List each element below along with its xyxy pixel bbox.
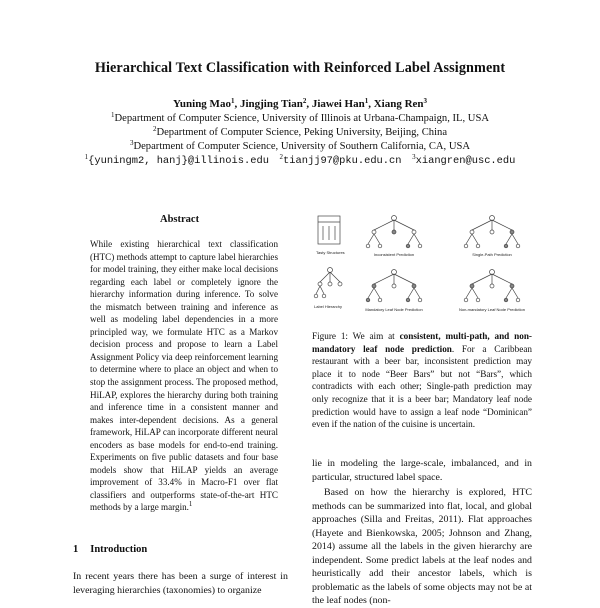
paper-title: Hierarchical Text Classification with Reinforced Label Assignment: [94, 60, 506, 76]
abstract-heading: Abstract: [160, 214, 200, 225]
author-name: Jingjing Tian: [239, 98, 303, 110]
author-name: Jiawei Han: [311, 98, 365, 110]
abstract-body: While existing hierarchical text classification (HTC) methods attempt to capture label hierarchies for model training, they either make local decisions regarding each label or completely ignore the hierarchy information during inference. To solve the mismatch between training and inference as well as modeling label dependencies in a more principled way, we formulate HTC as a Markov decision process and propose to learn a Label Assignment Policy via deep reinforcement learning to determine where to place an object and when to stop the assignment process. The proposed method, HiLAP, explores the hierarchy during both training and inference time in a consistent manner and makes inter-dependent decisions. As a general framework, HiLAP can incorporate different neural encoders as base models for end-to-end training. Experiments on five public datasets and four base models show that HiLAP yields an average improvement of 33.4% in Macro-F1 over flat classifiers and outperforms state-of-the-art HTC methods by a large margin.$^1$: [90, 239, 278, 513]
email-line: $^1${yuningm2, hanj}@illinois.edu $^2$tianjj97@pku.edu.cn $^3$xiangren@usc.edu: [84, 153, 516, 167]
affiliation-2: $^2$Department of Computer Science, Peking University, Beijing, China: [152, 125, 448, 138]
figure-label-nonmandatory: Non-mandatory Leaf Node Prediction: [458, 307, 526, 312]
author-sup: 1: [364, 97, 369, 105]
author-list: Yuning Mao$^1$, Jingjing Tian$^2$, Jiawei Han$^1$, Xiang Ren$^3$: [172, 97, 428, 110]
affiliation-1: $^1$Department of Computer Science, University of Illinois at Urbana-Champaign, IL, USA: [110, 111, 490, 124]
figure-label-mandatory: Mandatory Leaf Node Prediction: [365, 307, 423, 312]
figure-label-single-path: Single-Path Prediction: [472, 252, 512, 257]
footnote-mark: 1: [188, 500, 193, 509]
figure-icon-restaurant: [318, 216, 340, 244]
paragraph: lie in modeling the large-scale, imbalanced, and in particular, structured label space.: [312, 458, 532, 483]
introduction-body: In recent years there has been a surge of interest in leveraging hierarchies (taxonomies) to organize: [73, 571, 288, 596]
email-1: {yuningm2, hanj}@illinois.edu: [88, 155, 269, 167]
author-name: Xiang Ren: [373, 98, 424, 110]
figure-label-inconsistent: Inconsistent Prediction: [373, 252, 415, 257]
author-name: Yuning Mao: [172, 98, 231, 110]
figure-tree-nonmandatory: [464, 270, 520, 302]
figure-tree-inconsistent: [366, 216, 422, 248]
figure-1-caption: Figure 1: We aim at consistent, multi-path, and non-mandatory leaf node prediction. For a Caribbean restaurant with a beer bar, inconsistent prediction may place it to node “Beer Bars” but not “Bars”, which contradicts with each other; Single-path prediction may only recognize that it is a beer bar; Mandatory leaf node prediction would have to assign a leaf node “Dominican” even if the nation of the cuisine is uncertain.: [312, 331, 532, 430]
figure-label-tasty: Tasty Structures: [316, 250, 345, 255]
email-3: xiangren@usc.edu: [415, 155, 516, 167]
email-2: tianjj97@pku.edu.cn: [283, 155, 402, 167]
figure-tree-mandatory: [366, 270, 422, 302]
figure-label-hierarchy: Label Hierarchy: [314, 304, 343, 309]
author-sup: 1: [230, 97, 235, 105]
author-sup: 2: [302, 97, 307, 105]
author-sup: 3: [423, 97, 428, 105]
figure-tree-single-path: [464, 216, 520, 248]
right-column-body: [312, 457, 532, 608]
paragraph: Based on how the hierarchy is explored, HTC methods can be summarized into flat, local, and global approaches (Silla and Freitas, 2011). Flat approaches (Hayete and Bienkowska, 2005; Johnson and Zhang, 2014) assume all the labels in the given hierarchy are independent. Some predict labels at the leaf nodes and heuristically add their ancestor labels, which is problematic as the labels of some objects may not be at the leaf nodes (non-: [312, 487, 532, 606]
figure-1: [312, 208, 534, 326]
figure-input-tree: [314, 268, 342, 298]
affiliation-3: $^3$Department of Computer Science, University of Southern California, CA, USA: [129, 139, 471, 152]
section-heading-introduction: 1 Introduction: [73, 544, 148, 555]
